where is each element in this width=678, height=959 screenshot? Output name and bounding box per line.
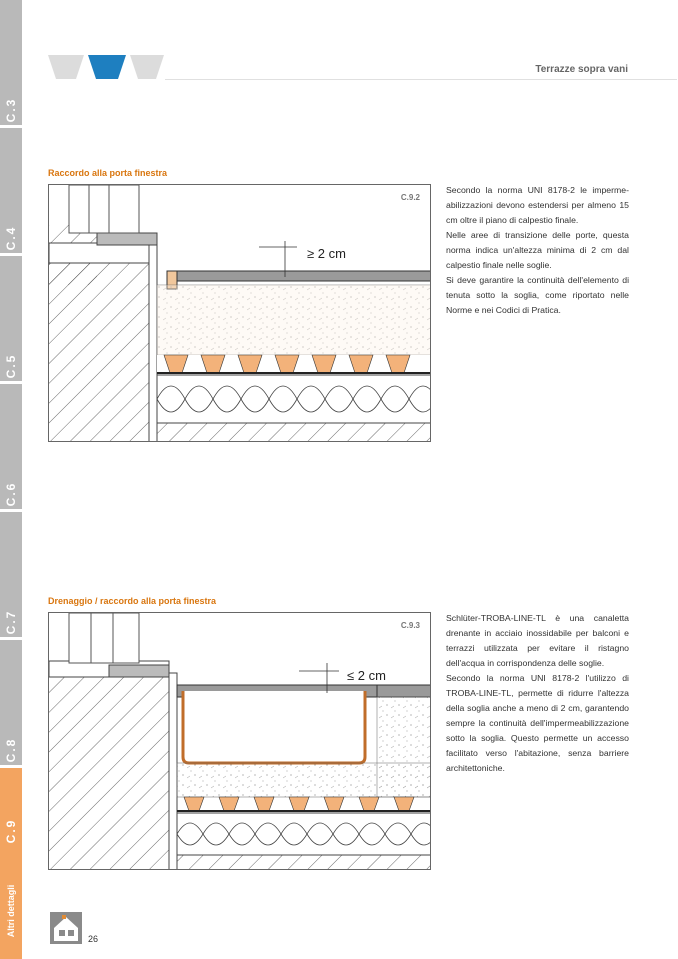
section-title-raccordo: Raccordo alla porta finestra: [48, 168, 168, 178]
sidebar-tab-c4[interactable]: [0, 128, 22, 253]
section1-text: [446, 183, 629, 318]
tab-sublabel: Altri dettagli: [6, 884, 16, 938]
page-number: 26: [88, 934, 99, 944]
page-header-title: Terrazze sopra vani: [535, 64, 628, 75]
tab-label: C.3: [4, 97, 18, 123]
dimension-label: ≥ 2 cm: [307, 246, 346, 261]
section-title-drenaggio: Drenaggio / raccordo alla porta finestra: [48, 596, 217, 606]
sidebar-tab-c5[interactable]: [0, 256, 22, 381]
tab-label: C.8: [4, 737, 18, 763]
tab-label: C.7: [4, 609, 18, 635]
paragraph: Schlüter-TROBA-LINE-TL è una canaletta drenante in acciaio inossidabile per balconi e terrazzi utilizzata per evitare il ristagno dell'acqua in corrispondenza delle soglie.: [446, 613, 629, 668]
paragraph: Secondo la norma UNI 8178-2 l'utilizzo di TROBA-LINE-TL, permette di ridurre l'altezza della soglia anche a meno di 2 cm, garantendo sempre la continuità dell'impermeabilizzazione sotto la soglia. Questo permette un accesso facilitato verso l'abitazione, senza barriere architettoniche.: [446, 673, 629, 773]
detail-drawing-c93: [49, 613, 431, 870]
figure-c92: [48, 184, 431, 442]
sidebar-tab-c7[interactable]: [0, 512, 22, 637]
sidebar-tab-c8[interactable]: [0, 640, 22, 765]
section2-text: [446, 611, 629, 776]
dimension-label: ≤ 2 cm: [347, 668, 386, 683]
home-icon[interactable]: [50, 912, 82, 944]
figure-code: C.9.3: [400, 621, 420, 630]
tab-label: C.5: [4, 353, 18, 379]
tab-label: C.6: [4, 481, 18, 507]
detail-drawing-c92: [49, 185, 431, 442]
tab-label: C.4: [4, 225, 18, 251]
sidebar-tab-c3[interactable]: [0, 0, 22, 125]
paragraph: Nelle aree di transizione delle porte, questa norma indica un'altezza minima di 2 cm dal calpestio finale nelle soglie.: [446, 230, 629, 270]
paragraph: Si deve garantire la continuità dell'elemento di tenuta sotto la soglia, come riportato nelle Norme e nei Codici di Pratica.: [446, 275, 629, 315]
header-trapezoids: [48, 55, 166, 81]
paragraph: Secondo la norma UNI 8178-2 le imperme-abilizzazioni devono estendersi per almeno 15 cm oltre il piano di calpestio finale.: [446, 185, 629, 225]
sidebar-tab-c6[interactable]: [0, 384, 22, 509]
figure-c93: [48, 612, 431, 870]
sidebar-tab-c9[interactable]: [0, 768, 22, 959]
header-rule: [165, 79, 677, 80]
tab-label: C.9: [4, 818, 18, 844]
figure-code: C.9.2: [400, 193, 420, 202]
